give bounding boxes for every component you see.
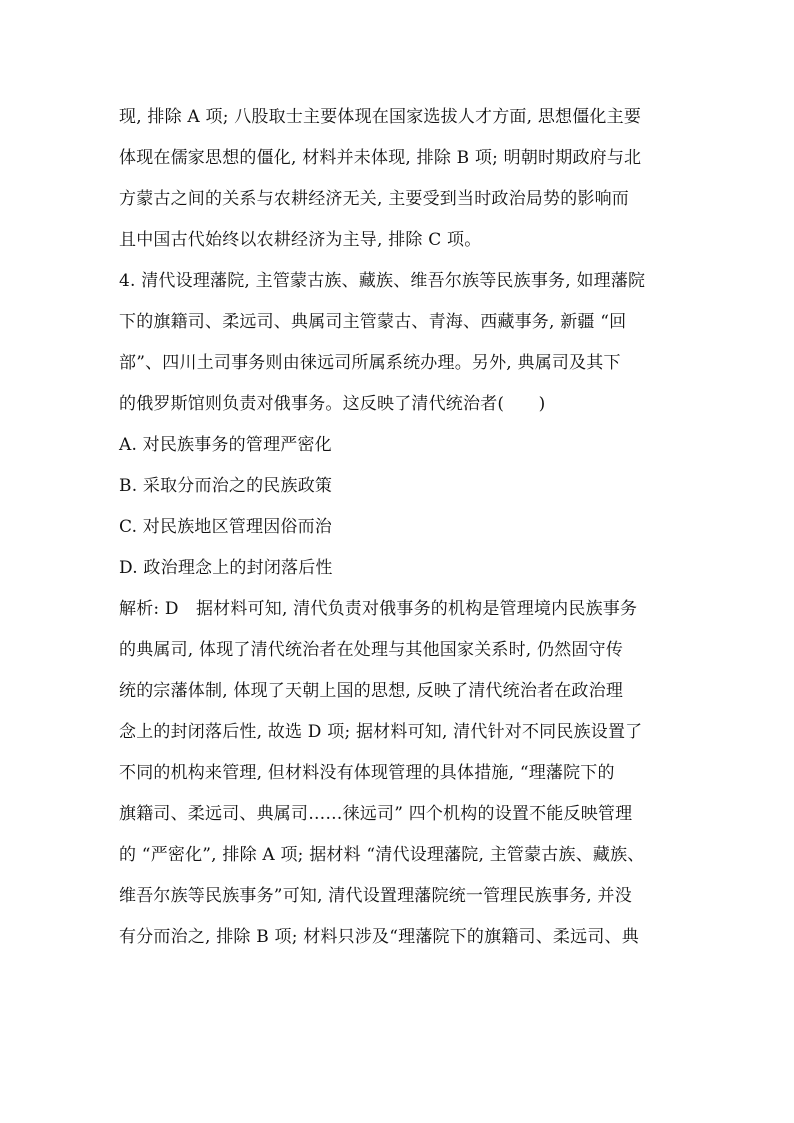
text-line: 且中国古代始终以农耕经济为主导, 排除 C 项。 <box>119 230 482 250</box>
option-d: D. 政治理念上的封闭落后性 <box>119 558 333 578</box>
analysis-line: 维吾尔族等民族事务”可知, 清代设置理藩院统一管理民族事务, 并没 <box>119 886 632 906</box>
option-b: B. 采取分而治之的民族政策 <box>119 476 333 496</box>
analysis-line: 解析: D 据材料可知, 清代负责对俄事务的机构是管理境内民族事务 <box>119 599 638 619</box>
analysis-line: 的典属司, 体现了清代统治者在处理与其他国家关系时, 仍然固守传 <box>119 640 624 660</box>
option-a: A. 对民族事务的管理严密化 <box>119 435 332 455</box>
text-line: 体现在儒家思想的僵化, 材料并未体现, 排除 B 项; 明朝时期政府与北 <box>119 148 642 168</box>
question-stem-line: 的俄罗斯馆则负责对俄事务。这反映了清代统治者( ) <box>119 394 546 414</box>
question-stem-line: 4. 清代设理藩院, 主管蒙古族、藏族、维吾尔族等民族事务, 如理藩院 <box>119 271 646 291</box>
option-c: C. 对民族地区管理因俗而治 <box>119 517 333 537</box>
text-line: 方蒙古之间的关系与农耕经济无关, 主要受到当时政治局势的影响而 <box>119 189 630 209</box>
analysis-line: 不同的机构来管理, 但材料没有体现管理的具体措施, “理藩院下的 <box>119 763 615 783</box>
question-stem-line: 部”、四川土司事务则由徕远司所属系统办理。另外, 典属司及其下 <box>119 353 621 373</box>
analysis-line: 有分而治之, 排除 B 项; 材料只涉及“理藩院下的旗籍司、柔远司、典 <box>119 927 639 947</box>
question-stem-line: 下的旗籍司、柔远司、典属司主管蒙古、青海、西藏事务, 新疆 “回 <box>119 312 627 332</box>
analysis-line: 统的宗藩体制, 体现了天朝上国的思想, 反映了清代统治者在政治理 <box>119 681 624 701</box>
text-line: 现, 排除 A 项; 八股取士主要体现在国家选拔人才方面, 思想僵化主要 <box>119 107 642 127</box>
analysis-line: 旗籍司、柔远司、典属司……徕远司” 四个机构的设置不能反映管理 <box>119 804 633 824</box>
analysis-line: 念上的封闭落后性, 故选 D 项; 据材料可知, 清代针对不同民族设置了 <box>119 722 643 742</box>
analysis-line: 的 “严密化”, 排除 A 项; 据材料 “清代设理藩院, 主管蒙古族、藏族、 <box>119 845 645 865</box>
